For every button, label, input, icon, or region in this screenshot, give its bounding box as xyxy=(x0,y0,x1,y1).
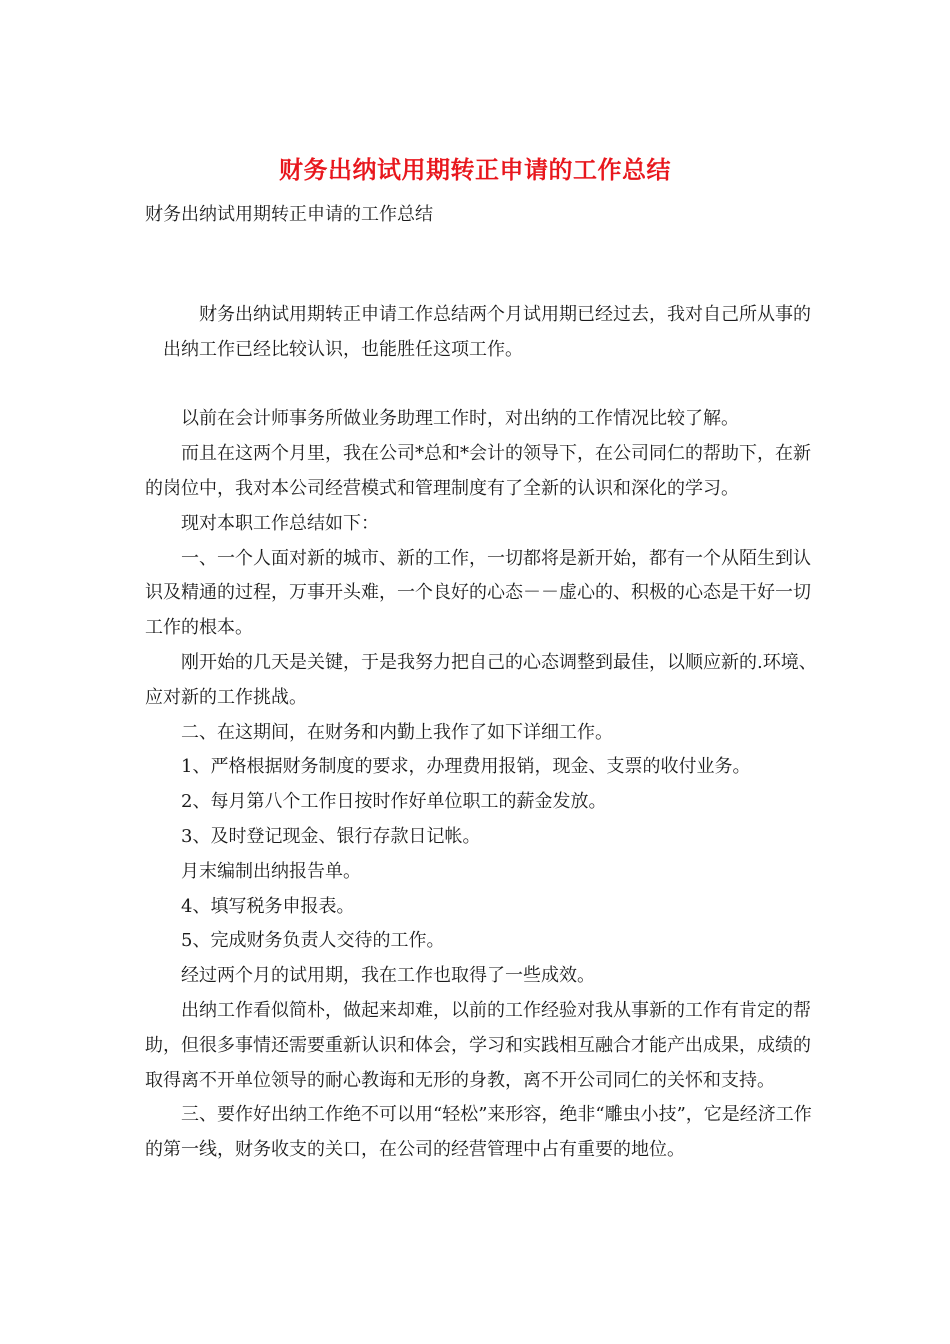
paragraph: 现对本职工作总结如下： xyxy=(181,512,379,534)
list-item: 1、严格根据财务制度的要求，办理费用报销，现金、支票的收付业务。 xyxy=(181,756,751,778)
paragraph-gap xyxy=(145,368,825,403)
list-item: 2、每月第八个工作日按时作好单位职工的薪金发放。 xyxy=(181,791,607,813)
document-body xyxy=(145,298,825,1168)
paragraph: 经过两个月的试用期，我在工作也取得了一些成效。 xyxy=(181,965,595,987)
list-item: 月末编制出纳报告单。 xyxy=(181,860,361,882)
paragraph: 而且在这两个月里，我在公司*总和*会计的领导下，在公司同仁的帮助下，在新的岗位中，我对本公司经营模式和管理制度有了全新的认识和深化的学习。 xyxy=(145,443,811,499)
document-title: 财务出纳试用期转正申请的工作总结 xyxy=(279,155,671,184)
list-item: 3、及时登记现金、银行存款日记帐。 xyxy=(181,825,481,847)
paragraph-intro: 财务出纳试用期转正申请工作总结两个月试用期已经过去，我对自己所从事的出纳工作已经比较认识，也能胜任这项工作。 xyxy=(163,304,811,360)
paragraph: 一、一个人面对新的城市、新的工作，一切都将是新开始，都有一个从陌生到认识及精通的过程，万事开头难，一个良好的心态－－虚心的、积极的心态是干好一切工作的根本。 xyxy=(145,547,811,639)
paragraph: 以前在会计师事务所做业务助理工作时，对出纳的工作情况比较了解。 xyxy=(181,408,739,430)
paragraph: 刚开始的几天是关键，于是我努力把自己的心态调整到最佳，以顺应新的.环境、应对新的工作挑战。 xyxy=(145,651,817,708)
paragraph: 三、要作好出纳工作绝不可以用“轻松”来形容，绝非“雕虫小技”，它是经济工作的第一线，财务收支的关口，在公司的经营管理中占有重要的地位。 xyxy=(145,1104,812,1161)
paragraph: 出纳工作看似简朴，做起来却难，以前的工作经验对我从事新的工作有肯定的帮助，但很多事情还需要重新认识和体会，学习和实践相互融合才能产出成果，成绩的取得离不开单位领导的耐心教诲和无形的身教，离不开公司同仁的关怀和支持。 xyxy=(145,999,811,1091)
paragraph: 二、在这期间，在财务和内勤上我作了如下详细工作。 xyxy=(181,721,613,743)
list-item: 4、填写税务申报表。 xyxy=(181,895,355,917)
document-subtitle: 财务出纳试用期转正申请的工作总结 xyxy=(145,204,433,225)
list-item: 5、完成财务负责人交待的工作。 xyxy=(181,930,445,952)
